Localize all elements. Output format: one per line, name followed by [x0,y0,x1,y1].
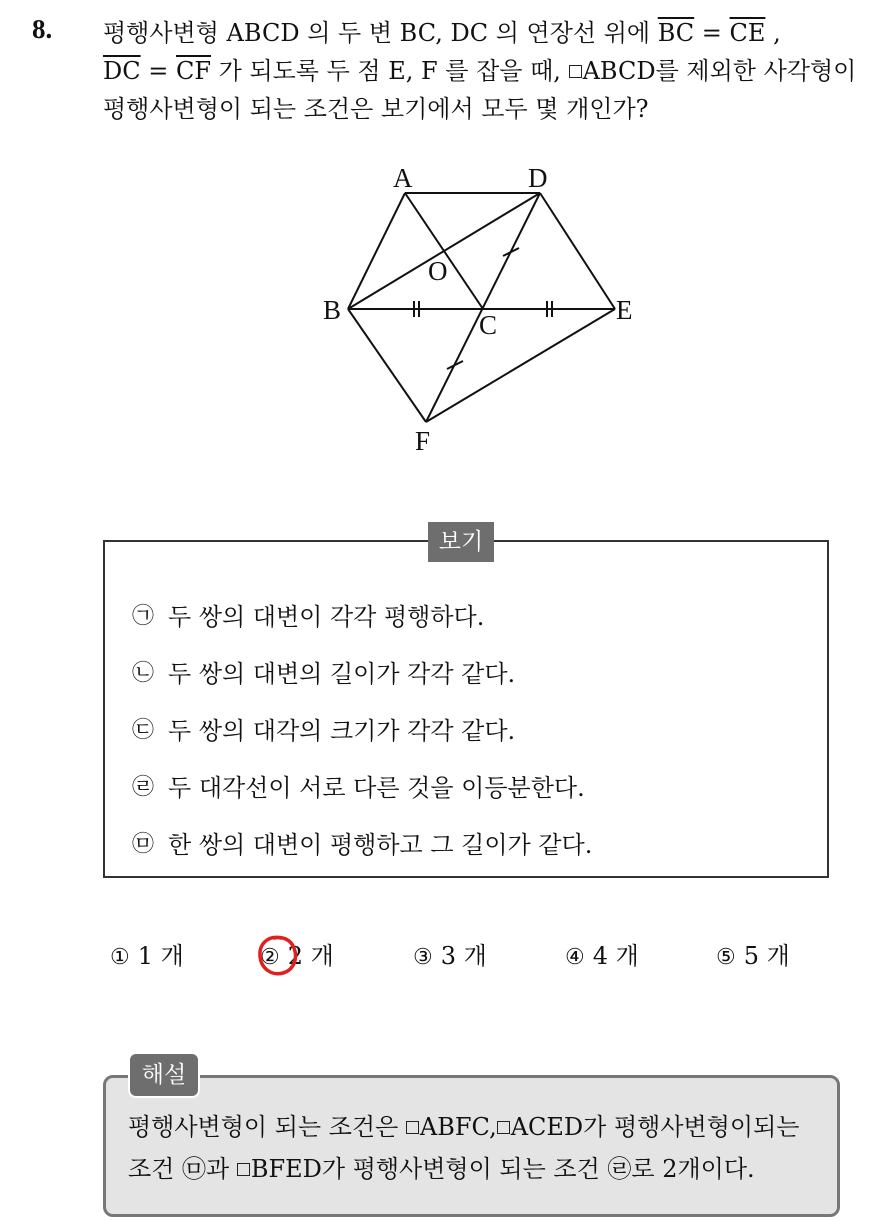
choice-number: ① [110,945,130,970]
point-label-f: F [415,426,431,456]
red-circle-mark-icon [254,930,302,982]
bogi-item [132,700,592,757]
point-label-a: A [393,163,413,193]
question-text-part: 평행사변형 ABCD 의 두 변 BC, DC 의 연장선 위에 [103,19,658,47]
segment-cf: $\overline{CF}$ [175,57,211,85]
bogi-item-text: 한 쌍의 대변이 평행하고 그 길이가 같다. [168,831,593,859]
quadrilateral-symbol-icon [497,1121,510,1134]
quadrilateral-symbol-icon [406,1121,419,1134]
bogi-item-text: 두 대각선이 서로 다른 것을 이등분한다. [168,774,585,802]
point-label-e: E [616,295,633,325]
choice-number: ③ [413,945,433,970]
bogi-item-text: 두 쌍의 대변이 각각 평행하다. [168,603,485,631]
answer-choice-5[interactable] [716,934,790,978]
quad-label: BFED [250,1155,322,1183]
quad-label: ABFC [419,1113,490,1141]
bogi-title: 보기 [428,522,494,562]
bogi-item [132,814,592,871]
bogi-item-text: 두 쌍의 대각의 크기가 각각 같다. [168,717,516,745]
side-de [540,193,615,309]
equals-sign: = [140,57,176,85]
red-circle-stroke [260,937,296,973]
answer-choice-3[interactable] [413,934,487,978]
solution-text-part: 평행사변형이 되는 조건은 [128,1113,406,1141]
choice-number: ② [260,945,280,970]
question-text-part: 가 되도록 두 점 E, F 를 잡을 때, [211,57,569,85]
question-text [103,14,873,128]
quad-abcd-label: ABCD [582,57,656,85]
choice-number: ④ [565,945,585,970]
choice-label: 3 개 [440,942,487,970]
solution-text-part: 가 평행사변형이되는 조건 ㉤과 [128,1113,800,1183]
solution-text-part: , [489,1113,497,1141]
answer-choice-2[interactable] [260,934,334,978]
equals-sign: = [694,19,730,47]
solution-text-part: 가 평행사변형이 되는 조건 ㉣로 2개이다. [321,1155,755,1183]
solution-title: 해설 [128,1052,200,1098]
point-label-d: D [528,163,548,193]
bogi-item [132,586,592,643]
choice-number: ⑤ [716,945,736,970]
segment-bc: $\overline{BC}$ [657,19,695,47]
choice-label: 2 개 [287,942,334,970]
bogi-marker: ㉠ [132,604,155,629]
point-label-c: C [479,310,498,340]
comma: , [765,19,781,47]
choice-label: 5 개 [743,942,790,970]
side-bf [348,309,426,422]
bogi-marker: ㉣ [132,775,155,800]
segment-ce: $\overline{CE}$ [729,19,766,47]
quadrilateral-symbol-icon [237,1163,250,1176]
bogi-marker: ㉢ [132,718,155,743]
bogi-marker: ㉡ [132,661,155,686]
bogi-item [132,643,592,700]
geometry-figure [300,150,660,465]
choice-label: 1 개 [137,942,184,970]
choice-label: 4 개 [592,942,639,970]
bogi-list [132,586,592,871]
answer-choice-4[interactable] [565,934,639,978]
bogi-marker: ㉤ [132,832,155,857]
quad-label: ACED [510,1113,584,1141]
segment-dc: $\overline{DC}$ [103,57,141,85]
answer-choice-1[interactable] [110,934,184,978]
answer-choices [0,934,884,978]
question-text-part: 를 제외한 사각형이 평행사변형이 되는 조건은 보기에서 모두 몇 개인가? [103,57,857,123]
point-label-o: O [428,256,448,286]
solution-text [128,1106,828,1190]
point-label-b: B [323,295,342,325]
bogi-item-text: 두 쌍의 대변의 길이가 각각 같다. [168,660,516,688]
question-number: 8. [32,14,53,44]
quadrilateral-symbol-icon [569,65,582,78]
bogi-item [132,757,592,814]
